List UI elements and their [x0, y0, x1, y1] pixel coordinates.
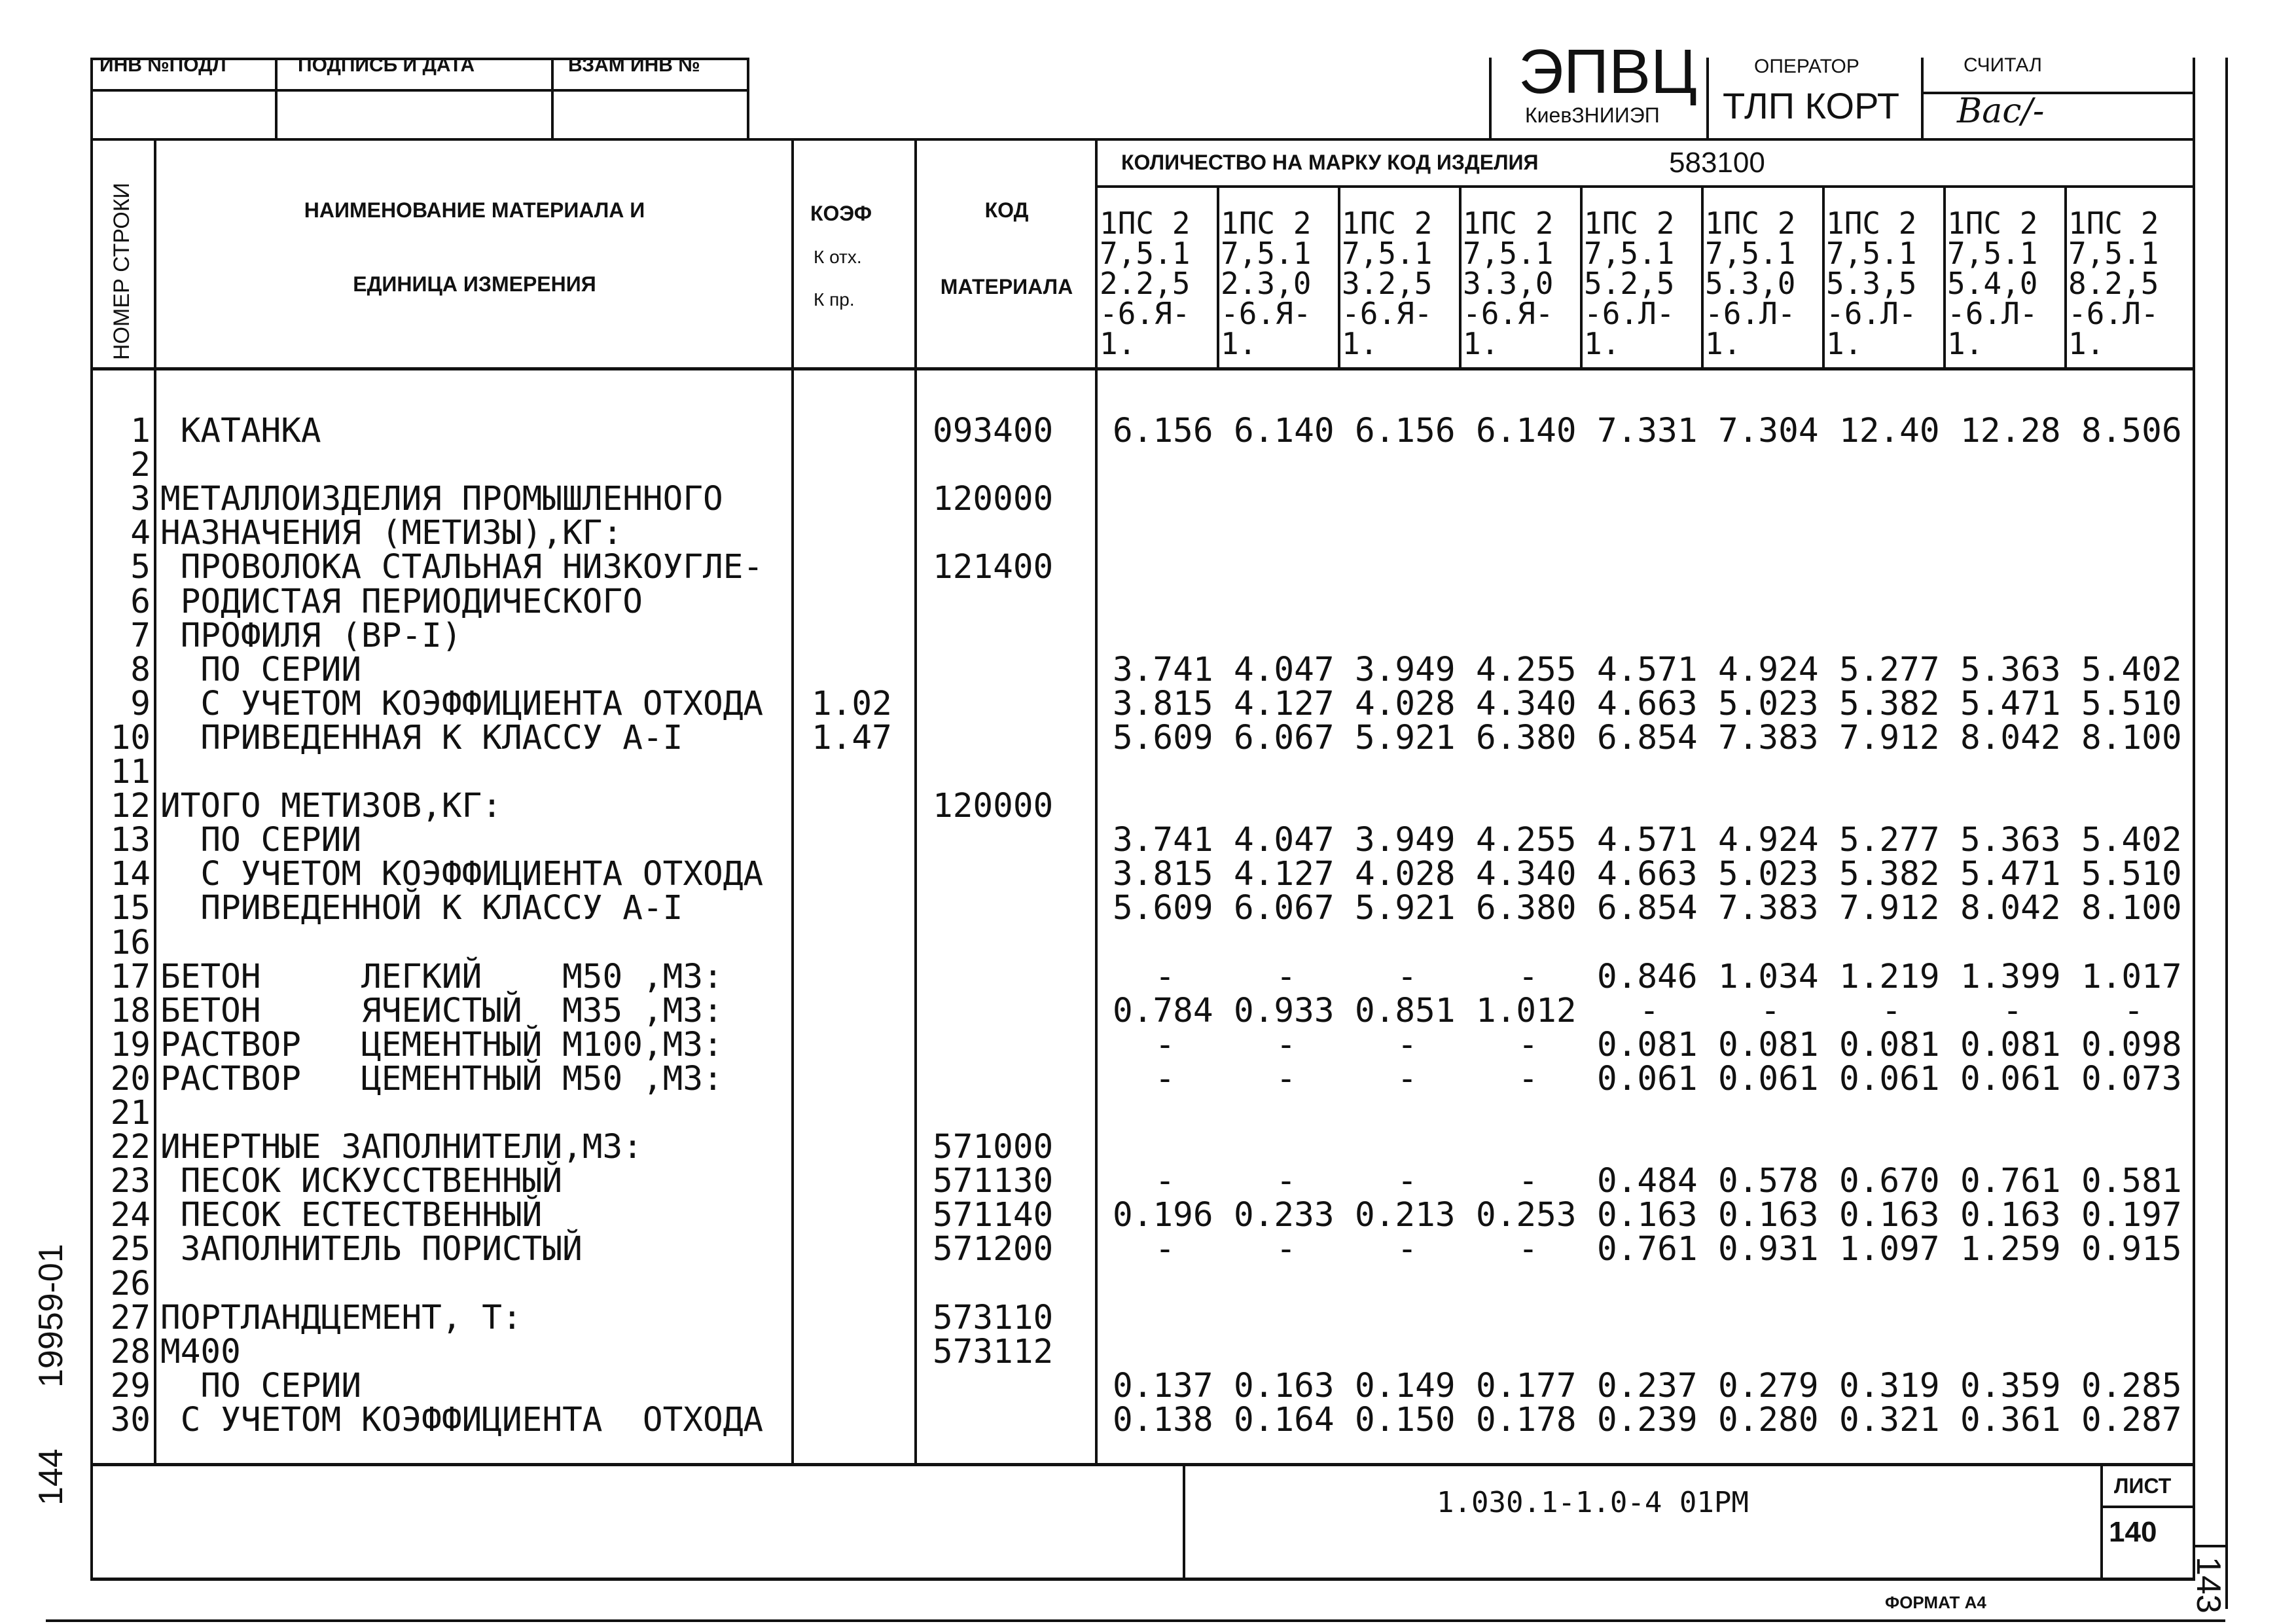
- quantity-value: -: [1155, 1230, 1175, 1269]
- material-name: ПОРТЛАНДЦЕМЕНТ, Т:: [160, 1298, 522, 1337]
- column-header-line: 1ПС 2: [1100, 206, 1191, 241]
- material-name: ЗАПОЛНИТЕЛЬ ПОРИСТЫЙ: [160, 1230, 583, 1269]
- quantity-value: 5.921: [1355, 718, 1456, 757]
- quantity-value: 6.140: [1476, 412, 1577, 450]
- quantity-value: 8.042: [1960, 889, 2061, 928]
- column-header-line: 1ПС 2: [1463, 206, 1554, 241]
- row-number: 13: [110, 821, 151, 860]
- row-number: 5: [130, 548, 151, 587]
- quantity-value: 0.178: [1476, 1400, 1577, 1439]
- quantity-value: 1.034: [1718, 957, 1819, 996]
- quantity-value: -: [1760, 991, 1781, 1030]
- quantity-value: 0.073: [2081, 1059, 2182, 1098]
- column-header-line: -6.Л-: [1705, 296, 1796, 331]
- column-header-line: 5.3,5: [1826, 266, 1917, 301]
- quantity-value: -: [1518, 1025, 1539, 1064]
- doc-code: 1.030.1-1.0-4 01РМ: [1437, 1486, 1749, 1519]
- quantity-value: 7.304: [1718, 412, 1819, 450]
- quantity-value: 3.741: [1113, 821, 1213, 860]
- quantity-value: 7.383: [1718, 718, 1819, 757]
- quantity-value: 0.081: [1839, 1025, 1940, 1064]
- column-header-line: 1ПС 2: [1705, 206, 1796, 241]
- quantity-value: 0.361: [1960, 1400, 2061, 1439]
- quantity-value: 6.380: [1476, 889, 1577, 928]
- material-code: 573110: [933, 1298, 1054, 1337]
- row-number: 3: [130, 480, 151, 519]
- quantity-value: 0.851: [1355, 991, 1456, 1030]
- quantity-value: 3.741: [1113, 650, 1213, 689]
- quantity-value: 6.067: [1234, 718, 1335, 757]
- material-name: ИНЕРТНЫЕ ЗАПОЛНИТЕЛИ,М3:: [160, 1128, 643, 1167]
- quantity-value: 5.921: [1355, 889, 1456, 928]
- row-number: 30: [110, 1400, 151, 1439]
- operator-label: ОПЕРАТОР: [1754, 56, 1859, 77]
- material-name: РАСТВОР ЦЕМЕНТНЫЙ М50 ,М3:: [160, 1059, 723, 1098]
- material-name: ПРОВОЛОКА СТАЛЬНАЯ НИЗКОУГЛЕ-: [160, 548, 764, 587]
- row-number: 19: [110, 1025, 151, 1064]
- column-header-line: 7,5.1: [1100, 236, 1191, 271]
- quantity-value: 0.915: [2081, 1230, 2182, 1269]
- header-coef-line2: К отх.: [814, 247, 862, 267]
- quantity-value: 0.061: [1597, 1059, 1698, 1098]
- column-header-line: -6.Л-: [1947, 296, 2038, 331]
- column-header-line: 1.: [1705, 326, 1742, 361]
- column-header-line: 1ПС 2: [1947, 206, 2038, 241]
- quantity-value: 0.164: [1234, 1400, 1335, 1439]
- coefficient: 1.02: [812, 684, 892, 723]
- corner-page-number: 143: [2189, 1557, 2227, 1614]
- column-header-line: 3.2,5: [1342, 266, 1433, 301]
- stamp-vzam-inv: ВЗАМ ИНВ №: [568, 54, 700, 76]
- material-name: БЕТОН ЯЧЕИСТЫЙ М35 ,М3:: [160, 991, 723, 1030]
- material-code: 120000: [933, 787, 1054, 826]
- row-number: 12: [110, 787, 151, 826]
- header-code-line1: КОД: [984, 198, 1029, 222]
- quantity-value: -: [1155, 1162, 1175, 1201]
- quantity-value: 0.359: [1960, 1366, 2061, 1405]
- row-number: 8: [130, 650, 151, 689]
- header-qty-caption: КОЛИЧЕСТВО НА МАРКУ КОД ИЗДЕЛИЯ: [1121, 151, 1539, 174]
- material-name: НАЗНАЧЕНИЯ (МЕТИЗЫ),КГ:: [160, 514, 623, 553]
- quantity-value: -: [1397, 1059, 1418, 1098]
- material-name: МЕТАЛЛОИЗДЕЛИЯ ПРОМЫШЛЕННОГО: [160, 480, 723, 519]
- operator-name: ТЛП КОРТ: [1723, 85, 1900, 126]
- header-coef-line3: К пр.: [814, 289, 855, 310]
- material-name: БЕТОН ЛЕГКИЙ М50 ,М3:: [160, 957, 723, 996]
- quantity-value: 0.321: [1839, 1400, 1940, 1439]
- row-number: 28: [110, 1332, 151, 1371]
- quantity-value: 5.402: [2081, 650, 2182, 689]
- column-header-line: 3.3,0: [1463, 266, 1554, 301]
- quantity-value: 0.197: [2081, 1196, 2182, 1235]
- quantity-value: 7.912: [1839, 718, 1940, 757]
- quantity-value: -: [1276, 1025, 1297, 1064]
- column-header-line: 1.: [1826, 326, 1863, 361]
- quantity-value: 4.340: [1476, 684, 1577, 723]
- row-number: 15: [110, 889, 151, 928]
- quantity-value: 0.098: [2081, 1025, 2182, 1064]
- quantity-value: 8.100: [2081, 718, 2182, 757]
- quantity-value: 0.138: [1113, 1400, 1213, 1439]
- column-header-line: 1.: [1584, 326, 1621, 361]
- quantity-value: 5.277: [1839, 650, 1940, 689]
- row-number: 14: [110, 855, 151, 894]
- quantity-value: 1.399: [1960, 957, 2061, 996]
- format-label: ФОРМАТ А4: [1885, 1593, 1986, 1612]
- quantity-value: 0.280: [1718, 1400, 1819, 1439]
- column-header-line: 8.2,5: [2068, 266, 2159, 301]
- quantity-value: 4.663: [1597, 855, 1698, 894]
- row-number: 9: [130, 684, 151, 723]
- quantity-value: 0.846: [1597, 957, 1698, 996]
- quantity-value: 0.761: [1960, 1162, 2061, 1201]
- quantity-value: 0.149: [1355, 1366, 1456, 1405]
- quantity-value: 3.815: [1113, 684, 1213, 723]
- quantity-value: 4.047: [1234, 821, 1335, 860]
- header-product-code: 583100: [1669, 147, 1765, 179]
- quantity-value: -: [1518, 957, 1539, 996]
- quantity-value: 5.402: [2081, 821, 2182, 860]
- quantity-value: 5.363: [1960, 650, 2061, 689]
- column-header-line: 5.2,5: [1584, 266, 1675, 301]
- column-header-line: 2.2,5: [1100, 266, 1191, 301]
- quantity-value: 6.854: [1597, 889, 1698, 928]
- material-code: 571130: [933, 1162, 1054, 1201]
- column-header-line: 1.: [1221, 326, 1257, 361]
- column-header-line: 1ПС 2: [1342, 206, 1433, 241]
- quantity-value: 1.219: [1839, 957, 1940, 996]
- quantity-value: 0.137: [1113, 1366, 1213, 1405]
- row-number: 22: [110, 1128, 151, 1167]
- stamp-top-right: СЧИТАЛ: [1964, 54, 2042, 76]
- material-name: М400: [160, 1332, 241, 1371]
- material-code: 120000: [933, 480, 1054, 519]
- quantity-value: 0.670: [1839, 1162, 1940, 1201]
- quantity-value: 7.383: [1718, 889, 1819, 928]
- row-number: 24: [110, 1196, 151, 1235]
- quantity-value: 0.163: [1718, 1196, 1819, 1235]
- column-header-line: 7,5.1: [1705, 236, 1796, 271]
- material-name: С УЧЕТОМ КОЭФФИЦИЕНТА ОТХОДА: [160, 684, 764, 723]
- column-header-line: 1.: [1947, 326, 1984, 361]
- signature: Вас/-: [1957, 92, 2045, 131]
- column-header-line: 1ПС 2: [1584, 206, 1675, 241]
- sheet-label: ЛИСТ: [2114, 1474, 2172, 1498]
- quantity-value: 4.571: [1597, 821, 1698, 860]
- quantity-value: 4.047: [1234, 650, 1335, 689]
- quantity-value: 5.609: [1113, 718, 1213, 757]
- column-header-line: -6.Я-: [1221, 296, 1312, 331]
- quantity-value: 6.156: [1113, 412, 1213, 450]
- column-header-line: 7,5.1: [1947, 236, 2038, 271]
- quantity-value: -: [1276, 1230, 1297, 1269]
- quantity-value: 5.363: [1960, 821, 2061, 860]
- quantity-value: 0.237: [1597, 1366, 1698, 1405]
- quantity-value: 0.233: [1234, 1196, 1335, 1235]
- quantity-value: 0.239: [1597, 1400, 1698, 1439]
- quantity-value: 6.854: [1597, 718, 1698, 757]
- quantity-value: -: [1276, 1162, 1297, 1201]
- quantity-value: 0.253: [1476, 1196, 1577, 1235]
- quantity-value: 5.609: [1113, 889, 1213, 928]
- quantity-value: 4.571: [1597, 650, 1698, 689]
- quantity-value: 5.023: [1718, 684, 1819, 723]
- quantity-value: 8.506: [2081, 412, 2182, 450]
- row-number: 17: [110, 957, 151, 996]
- material-name: ИТОГО МЕТИЗОВ,КГ:: [160, 787, 502, 826]
- column-header-line: 1.: [1100, 326, 1136, 361]
- quantity-value: 5.382: [1839, 684, 1940, 723]
- column-header-line: 5.3,0: [1705, 266, 1796, 301]
- material-code: 571000: [933, 1128, 1054, 1167]
- quantity-value: 1.259: [1960, 1230, 2061, 1269]
- quantity-value: -: [1518, 1162, 1539, 1201]
- row-number: 16: [110, 923, 151, 962]
- quantity-value: -: [1639, 991, 1660, 1030]
- column-header-line: 7,5.1: [1826, 236, 1917, 271]
- material-name: С УЧЕТОМ КОЭФФИЦИЕНТА ОТХОДА: [160, 855, 764, 894]
- row-number: 25: [110, 1230, 151, 1269]
- quantity-value: -: [2123, 991, 2144, 1030]
- quantity-value: 0.933: [1234, 991, 1335, 1030]
- column-header-line: 7,5.1: [1221, 236, 1312, 271]
- row-number: 21: [110, 1094, 151, 1132]
- quantity-value: 12.40: [1839, 412, 1940, 450]
- quantity-value: -: [1155, 1025, 1175, 1064]
- side-page-number: 144: [32, 1449, 70, 1506]
- quantity-value: 1.012: [1476, 991, 1577, 1030]
- quantity-value: 0.163: [1839, 1196, 1940, 1235]
- header-name-line1: НАИМЕНОВАНИЕ МАТЕРИАЛА И: [304, 198, 645, 222]
- column-header-line: 7,5.1: [1463, 236, 1554, 271]
- quantity-value: 4.127: [1234, 855, 1335, 894]
- stamp-inv-podl: ИНВ №ПОДЛ: [99, 54, 226, 76]
- material-code: 571200: [933, 1230, 1054, 1269]
- material-name: ПО СЕРИИ: [160, 650, 362, 689]
- quantity-value: -: [1397, 957, 1418, 996]
- quantity-value: 0.163: [1597, 1196, 1698, 1235]
- quantity-value: 6.067: [1234, 889, 1335, 928]
- quantity-value: 5.277: [1839, 821, 1940, 860]
- column-header-line: 1ПС 2: [1221, 206, 1312, 241]
- quantity-value: 4.663: [1597, 684, 1698, 723]
- material-code: 571140: [933, 1196, 1054, 1235]
- quantity-value: 0.177: [1476, 1366, 1577, 1405]
- quantity-value: 0.285: [2081, 1366, 2182, 1405]
- material-name: ПРОФИЛЯ (ВР-I): [160, 616, 462, 655]
- material-name: ПЕСОК ИСКУССТВЕННЫЙ: [160, 1162, 563, 1201]
- quantity-value: 4.028: [1355, 684, 1456, 723]
- quantity-value: 0.061: [1718, 1059, 1819, 1098]
- quantity-value: 0.061: [1839, 1059, 1940, 1098]
- column-header-line: -6.Я-: [1342, 296, 1433, 331]
- row-number: 11: [110, 753, 151, 791]
- quantity-value: 5.510: [2081, 855, 2182, 894]
- material-name: ПО СЕРИИ: [160, 1366, 362, 1405]
- column-header-line: -6.Я-: [1463, 296, 1554, 331]
- org-name: КиевЗНИИЭП: [1525, 103, 1660, 127]
- quantity-value: 0.150: [1355, 1400, 1456, 1439]
- quantity-value: 0.784: [1113, 991, 1213, 1030]
- material-name: ПЕСОК ЕСТЕСТВЕННЫЙ: [160, 1196, 543, 1235]
- row-number: 1: [130, 412, 151, 450]
- header-coef-line1: КОЭФ: [810, 202, 872, 225]
- material-name: С УЧЕТОМ КОЭФФИЦИЕНТА ОТХОДА: [160, 1400, 764, 1439]
- quantity-value: 5.510: [2081, 684, 2182, 723]
- quantity-value: 0.061: [1960, 1059, 2061, 1098]
- column-header-line: 1.: [1342, 326, 1378, 361]
- quantity-value: 0.279: [1718, 1366, 1819, 1405]
- stamp-podpis-data: ПОДПИСЬ И ДАТА: [298, 54, 475, 76]
- quantity-value: -: [1155, 957, 1175, 996]
- quantity-value: -: [1397, 1230, 1418, 1269]
- quantity-value: 3.815: [1113, 855, 1213, 894]
- header-row-number: НОМЕР СТРОКИ: [109, 183, 134, 360]
- quantity-value: -: [1276, 1059, 1297, 1098]
- material-name: РАСТВОР ЦЕМЕНТНЫЙ М100,М3:: [160, 1025, 723, 1064]
- quantity-value: 0.581: [2081, 1162, 2182, 1201]
- quantity-value: 4.028: [1355, 855, 1456, 894]
- quantity-value: 4.924: [1718, 650, 1819, 689]
- quantity-value: 0.081: [1718, 1025, 1819, 1064]
- quantity-value: 7.912: [1839, 889, 1940, 928]
- material-code: 121400: [933, 548, 1054, 587]
- material-code: 093400: [933, 412, 1054, 450]
- material-name: КАТАНКА: [160, 412, 321, 450]
- quantity-value: 0.213: [1355, 1196, 1456, 1235]
- header-code-line2: МАТЕРИАЛА: [940, 275, 1073, 298]
- quantity-value: 12.28: [1960, 412, 2061, 450]
- org-logo: ЭПВЦ: [1518, 37, 1698, 107]
- quantity-value: 0.081: [1597, 1025, 1698, 1064]
- quantity-value: 0.761: [1597, 1230, 1698, 1269]
- quantity-value: 0.319: [1839, 1366, 1940, 1405]
- row-number: 18: [110, 991, 151, 1030]
- quantity-value: 0.484: [1597, 1162, 1698, 1201]
- quantity-value: 0.931: [1718, 1230, 1819, 1269]
- quantity-value: 0.081: [1960, 1025, 2061, 1064]
- quantity-value: 8.100: [2081, 889, 2182, 928]
- quantity-value: -: [2002, 991, 2023, 1030]
- quantity-value: -: [1518, 1230, 1539, 1269]
- quantity-value: 6.156: [1355, 412, 1456, 450]
- row-number: 20: [110, 1059, 151, 1098]
- quantity-value: -: [1276, 957, 1297, 996]
- quantity-value: 6.380: [1476, 718, 1577, 757]
- side-archive-number: 19959-01: [32, 1244, 70, 1388]
- quantity-value: 1.017: [2081, 957, 2182, 996]
- material-name: ПРИВЕДЕННАЯ К КЛАССУ А-I: [160, 718, 683, 757]
- row-number: 23: [110, 1162, 151, 1201]
- row-number: 26: [110, 1264, 151, 1303]
- quantity-value: -: [1397, 1162, 1418, 1201]
- row-number: 29: [110, 1366, 151, 1405]
- column-header-line: 7,5.1: [1584, 236, 1675, 271]
- sheet-number: 140: [2109, 1516, 2157, 1548]
- quantity-value: 3.949: [1355, 650, 1456, 689]
- quantity-value: 3.949: [1355, 821, 1456, 860]
- quantity-value: -: [1155, 1059, 1175, 1098]
- column-header-line: 1.: [1463, 326, 1499, 361]
- column-header-line: 2.3,0: [1221, 266, 1312, 301]
- quantity-value: 5.471: [1960, 855, 2061, 894]
- quantity-value: 5.023: [1718, 855, 1819, 894]
- quantity-value: 0.163: [1960, 1196, 2061, 1235]
- quantity-value: 0.196: [1113, 1196, 1213, 1235]
- column-header-line: -6.Л-: [2068, 296, 2159, 331]
- quantity-value: 4.255: [1476, 821, 1577, 860]
- row-number: 2: [130, 446, 151, 485]
- quantity-value: -: [1397, 1025, 1418, 1064]
- column-header-line: -6.Л-: [1584, 296, 1675, 331]
- column-header-line: 1ПС 2: [1826, 206, 1917, 241]
- quantity-value: 0.287: [2081, 1400, 2182, 1439]
- quantity-value: 5.471: [1960, 684, 2061, 723]
- quantity-value: 5.382: [1839, 855, 1940, 894]
- quantity-value: 1.097: [1839, 1230, 1940, 1269]
- quantity-value: 4.924: [1718, 821, 1819, 860]
- column-header-line: 7,5.1: [2068, 236, 2159, 271]
- quantity-value: 6.140: [1234, 412, 1335, 450]
- material-name: ПО СЕРИИ: [160, 821, 362, 860]
- quantity-value: 4.255: [1476, 650, 1577, 689]
- quantity-value: 7.331: [1597, 412, 1698, 450]
- quantity-value: 8.042: [1960, 718, 2061, 757]
- quantity-value: -: [1881, 991, 1902, 1030]
- row-number: 6: [130, 582, 151, 621]
- column-header-line: 7,5.1: [1342, 236, 1433, 271]
- quantity-value: 4.127: [1234, 684, 1335, 723]
- quantity-value: 0.163: [1234, 1366, 1335, 1405]
- header-name-line2: ЕДИНИЦА ИЗМЕРЕНИЯ: [353, 272, 596, 296]
- column-header-line: 1ПС 2: [2068, 206, 2159, 241]
- quantity-value: 4.340: [1476, 855, 1577, 894]
- coefficient: 1.47: [812, 718, 892, 757]
- row-number: 7: [130, 616, 151, 655]
- column-header-line: -6.Л-: [1826, 296, 1917, 331]
- column-header-line: 5.4,0: [1947, 266, 2038, 301]
- material-name: ПРИВЕДЕННОЙ К КЛАССУ А-I: [160, 889, 683, 928]
- quantity-value: -: [1518, 1059, 1539, 1098]
- material-code: 573112: [933, 1332, 1054, 1371]
- quantity-value: 0.578: [1718, 1162, 1819, 1201]
- column-header-line: -6.Я-: [1100, 296, 1191, 331]
- column-header-line: 1.: [2068, 326, 2105, 361]
- row-number: 10: [110, 718, 151, 757]
- row-number: 4: [130, 514, 151, 553]
- material-name: РОДИСТАЯ ПЕРИОДИЧЕСКОГО: [160, 582, 643, 621]
- row-number: 27: [110, 1298, 151, 1337]
